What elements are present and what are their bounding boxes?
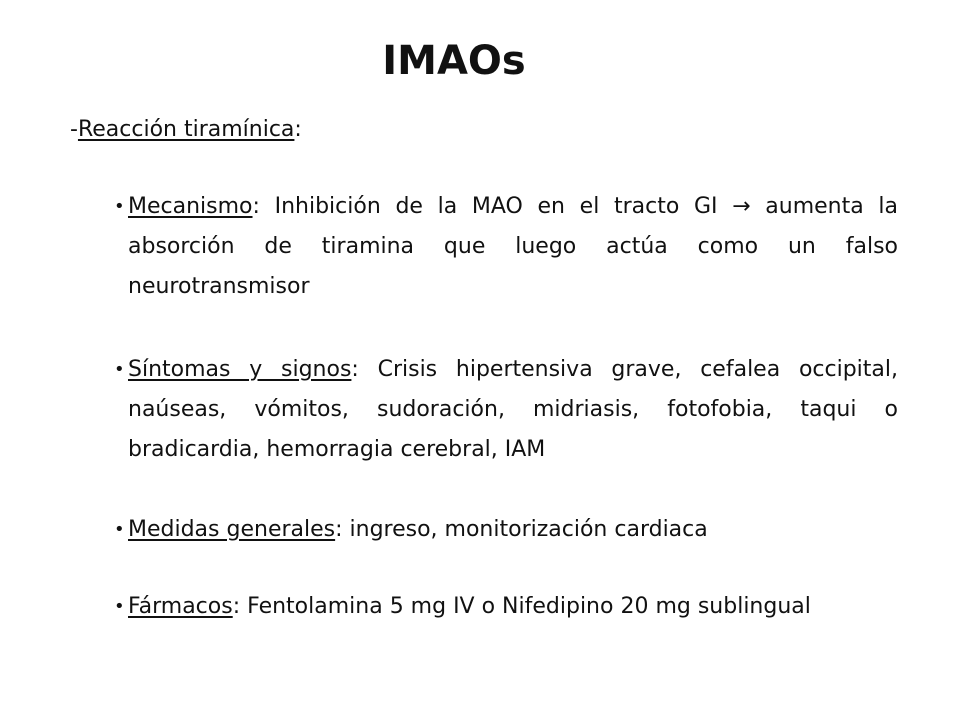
bullet-text: : Inhibición de la MAO en el tracto GI → aumenta la absorción de tiramina que luego actúa como un falso neurotransmisor — [128, 194, 898, 299]
slide-title: IMAOs — [382, 38, 526, 84]
bullet-content — [116, 587, 898, 627]
subheading-prefix: - — [70, 117, 78, 142]
subheading-label: Reacción tiramínica — [77, 117, 295, 142]
bullet-label: Medidas generales — [128, 517, 336, 542]
bullet-dot-icon: • — [114, 596, 125, 617]
subheading-suffix: : — [294, 117, 302, 142]
bullet-label: Mecanismo — [128, 194, 253, 219]
bullet-item — [116, 587, 898, 627]
bullet-dot-icon: • — [114, 359, 125, 380]
bullet-item — [116, 350, 898, 470]
bullet-dot-icon: • — [114, 519, 125, 540]
bullet-list — [116, 187, 898, 627]
subheading — [70, 114, 302, 146]
bullet-text: : Crisis hipertensiva grave, cefalea occipital, naúseas, vómitos, sudoración, midriasis, fotofobia, taqui o bradicardia, hemorragia cerebral, IAM — [128, 357, 899, 462]
bullet-text: : ingreso, monitorización cardiaca — [335, 517, 708, 542]
bullet-item — [116, 510, 898, 550]
bullet-dot-icon: • — [114, 196, 125, 217]
bullet-text: : Fentolamina 5 mg IV o Nifedipino 20 mg sublingual — [232, 594, 811, 619]
bullet-content — [116, 187, 898, 307]
bullet-item — [116, 187, 898, 307]
bullet-label: Fármacos — [128, 594, 233, 619]
bullet-content — [116, 510, 898, 550]
bullet-content — [116, 350, 898, 470]
bullet-label: Síntomas y signos — [128, 357, 352, 382]
